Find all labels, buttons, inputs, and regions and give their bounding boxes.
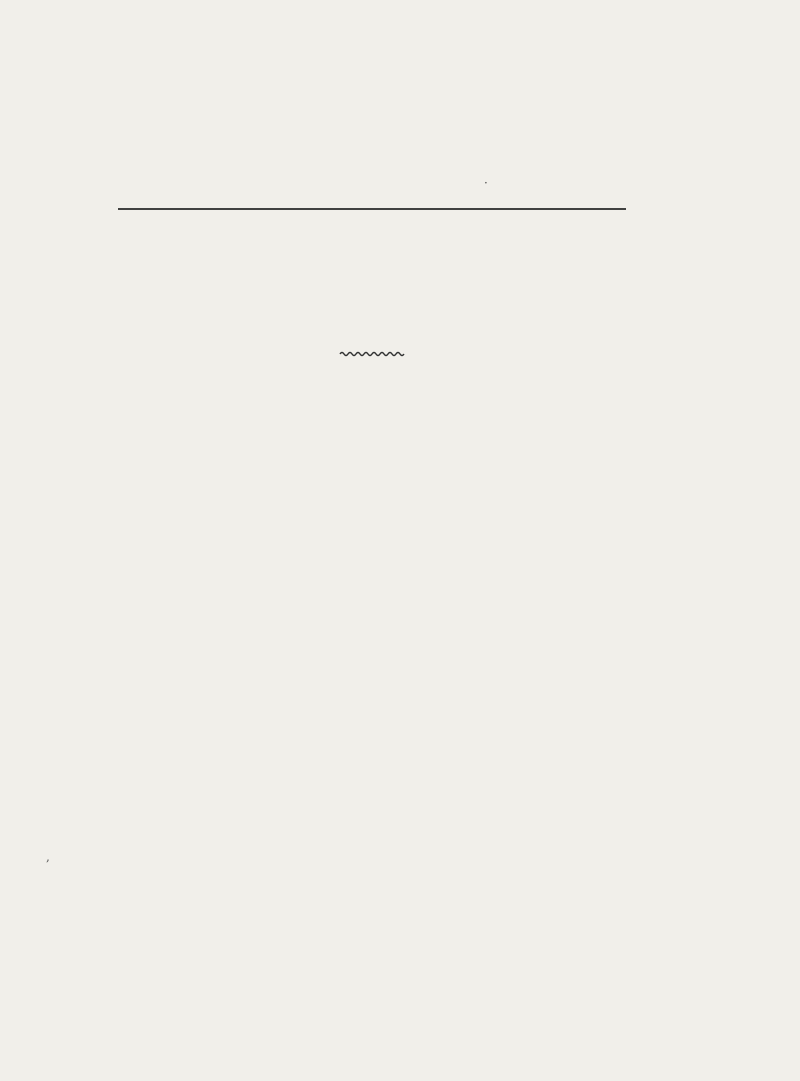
speck: ,: [46, 850, 50, 864]
section-divider: [118, 208, 626, 210]
ornament-rule: [338, 350, 406, 358]
speck: ·: [484, 176, 488, 190]
